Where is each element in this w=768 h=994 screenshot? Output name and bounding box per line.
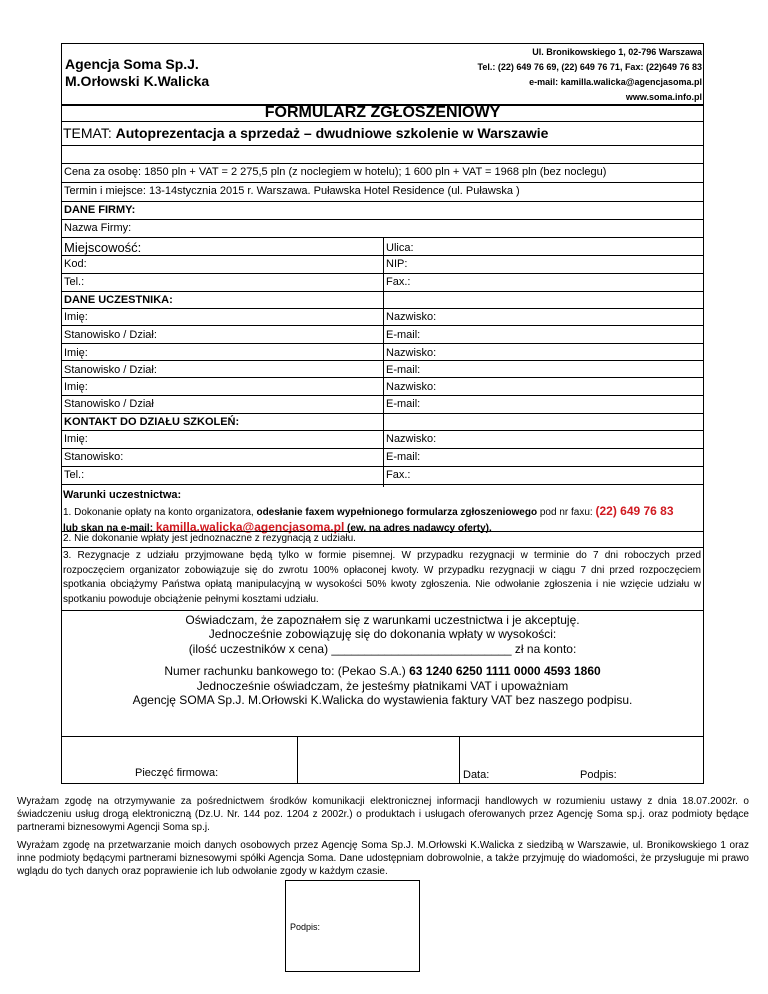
contact-first-name-field[interactable]: Imię:: [64, 433, 88, 445]
company-fax-field[interactable]: Fax.:: [386, 276, 411, 288]
condition-1-text: pod nr faxu:: [537, 507, 596, 518]
signature-label: Podpis:: [580, 769, 617, 781]
company-name: Agencja Soma Sp.J.: [65, 56, 199, 72]
column-divider: [297, 736, 298, 784]
participant-email-field[interactable]: E-mail:: [386, 364, 421, 376]
nip-field[interactable]: NIP:: [386, 258, 408, 270]
consent-signature-label: Podpis:: [290, 922, 321, 932]
participant-first-name-field[interactable]: Imię:: [64, 311, 88, 323]
declaration-line-3: (ilość uczestników x cena) ___________________________ zł na konto:: [188, 642, 577, 656]
divider: [61, 273, 704, 274]
divider: [61, 291, 704, 292]
contact-phone-field[interactable]: Tel.:: [64, 469, 85, 481]
participant-position-field[interactable]: Stanowisko / Dział: [64, 398, 154, 410]
company-email: e-mail: kamilla.walicka@agencjasoma.pl: [529, 77, 702, 87]
participant-email-field[interactable]: E-mail:: [386, 398, 421, 410]
contact-last-name-field[interactable]: Nazwisko:: [386, 433, 437, 445]
condition-1-bold: (ew. na adres nadawcy oferty).: [344, 523, 492, 534]
divider: [61, 145, 704, 146]
participant-position-field[interactable]: Stanowisko / Dział:: [64, 329, 157, 341]
participant-first-name-field[interactable]: Imię:: [64, 347, 88, 359]
divider: [61, 360, 704, 361]
divider: [61, 219, 704, 220]
divider: [61, 201, 704, 202]
condition-3: 3. Rezygnacje z udziału przyjmowane będą tylko w formie pisemnej. W przypadku rezygnacji w terminie do 7 dni roboczych przed rozpoczęciem organizator zobowiązuje się do zwrotu 100% opłaconej kwoty. W przypadku rezygnacji w ciągu 7 dni przed rozpoczęciem spotkania obciążymy Państwa opłatą manipulacyjną w wysokości 50% kwoty zgłoszenia. Nie odwołanie zgłoszenia i nie wzięcie udziału w spotkaniu powoduje obciążenie pełnymi kosztami udziału.: [63, 550, 701, 605]
column-divider: [383, 430, 384, 484]
bank-account-line: [61, 664, 704, 678]
participant-last-name-field[interactable]: Nazwisko:: [386, 381, 437, 393]
participant-position-field[interactable]: Stanowisko / Dział:: [64, 364, 157, 376]
bank-account-label: Numer rachunku bankowego to: (Pekao S.A.): [164, 664, 410, 678]
date-label: Data:: [463, 769, 490, 781]
street-field[interactable]: Ulica:: [386, 242, 414, 254]
company-website: www.soma.info.pl: [625, 92, 702, 102]
divider: [61, 377, 704, 378]
topic-value: Autoprezentacja a sprzedaż – dwudniowe szkolenie w Warszawie: [115, 125, 549, 141]
term-place-info: Termin i miejsce: 13-14stycznia 2015 r. Warszawa. Puławska Hotel Residence (ul. Puławska ): [64, 185, 520, 197]
divider: [61, 308, 704, 309]
divider: [61, 413, 704, 414]
divider: [61, 466, 704, 467]
condition-2: 2. Nie dokonanie wpłaty jest jednoznaczne z rezygnacją z udziału.: [63, 533, 356, 544]
divider: [61, 610, 704, 611]
participant-last-name-field[interactable]: Nazwisko:: [386, 347, 437, 359]
company-address: Ul. Bronikowskiego 1, 02-796 Warszawa: [532, 47, 702, 57]
declaration-line-2: Jednocześnie zobowiązuję się do dokonania wpłaty w wysokości:: [208, 627, 557, 641]
divider: [61, 547, 704, 548]
contact-fax-field[interactable]: Fax.:: [386, 469, 411, 481]
divider: [61, 448, 704, 449]
conditions-header: Warunki uczestnictwa:: [63, 489, 182, 501]
marketing-consent: Wyrażam zgodę na otrzymywanie za pośrednictwem środków komunikacji elektronicznej informacji handlowych w rozumieniu ustawy z dnia 18.07.2002r. o świadczeniu usług drogą elektroniczną (Dz.U. Nr. 144 poz. 1204 z 2002r.) o produktach i usługach oferowanych przez Agencję Soma sp.j. oraz podmioty będące partnerami biznesowymi Agencji Soma sp.j.: [17, 796, 749, 833]
divider: [61, 343, 704, 344]
postal-code-field[interactable]: Kod:: [64, 258, 87, 270]
declaration-line-1: Oświadczam, że zapoznałem się z warunkami uczestnictwa i je akceptuję.: [185, 613, 580, 627]
bank-account-number: 63 1240 6250 1111 0000 4593 1860: [409, 664, 601, 678]
fax-number: (22) 649 76 83: [595, 504, 674, 518]
contact-email-field[interactable]: E-mail:: [386, 451, 421, 463]
email-link[interactable]: kamilla.walicka@agencjasoma.pl: [155, 520, 345, 534]
topic-label: TEMAT:: [63, 125, 116, 141]
declaration-line-5: Jednocześnie oświadczam, że jesteśmy płatnikami VAT i upoważniam: [196, 679, 569, 693]
company-phone-field[interactable]: Tel.:: [64, 276, 85, 288]
divider: [61, 531, 704, 532]
contact-position-field[interactable]: Stanowisko:: [64, 451, 124, 463]
condition-1-bold: lub skan na e-mail:: [63, 523, 156, 534]
condition-1-bold: odesłanie faxem wypełnionego formularza zgłoszeniowego: [256, 507, 538, 518]
company-stamp-label: Pieczęć firmowa:: [135, 767, 219, 779]
condition-1-text: 1. Dokonanie opłaty na konto organizatora,: [63, 507, 257, 518]
form-title: FORMULARZ ZGŁOSZENIOWY: [264, 104, 501, 121]
divider: [61, 325, 704, 326]
declaration-line-6: Agencję SOMA Sp.J. M.Orłowski K.Walicka do wystawienia faktury VAT bez naszego podpisu.: [132, 693, 633, 707]
company-name-field[interactable]: Nazwa Firmy:: [64, 222, 132, 234]
participant-last-name-field[interactable]: Nazwisko:: [386, 311, 437, 323]
training-contact-header: KONTAKT DO DZIAŁU SZKOLEŃ:: [64, 416, 240, 428]
city-field[interactable]: Miejscowość:: [64, 240, 142, 255]
company-section-header: DANE FIRMY:: [64, 204, 136, 216]
divider: [61, 255, 704, 256]
participant-first-name-field[interactable]: Imię:: [64, 381, 88, 393]
divider: [61, 484, 704, 485]
price-info: Cena za osobę: 1850 pln + VAT = 2 275,5 pln (z noclegiem w hotelu); 1 600 pln + VAT = 1968 pln (bez noclegu): [64, 166, 607, 178]
participant-email-field[interactable]: E-mail:: [386, 329, 421, 341]
divider: [61, 395, 704, 396]
participant-section-header: DANE UCZESTNIKA:: [64, 294, 173, 306]
divider: [61, 121, 704, 122]
company-phones: Tel.: (22) 649 76 69, (22) 649 76 71, Fax: (22)649 76 83: [477, 62, 702, 72]
company-owners: M.Orłowski K.Walicka: [65, 73, 210, 89]
divider: [61, 182, 704, 183]
divider: [61, 163, 704, 164]
data-processing-consent: Wyrażam zgodę na przetwarzanie moich danych osobowych przez Agencję Soma Sp.J. M.Orłowski K.Walicka z siedzibą w Warszawie, ul. Bronikowskiego 1 oraz inne podmioty będącymi partnerami biznesowymi spółki Agencja Soma. Dane udostępniam dobrowolnie, a także przyjmuję do wiadomości, że przysługuje mi prawo wglądu do tych danych oraz poprawienie ich lub odwołanie zgody w każdym czasie.: [17, 840, 749, 877]
topic-line: [63, 125, 548, 141]
